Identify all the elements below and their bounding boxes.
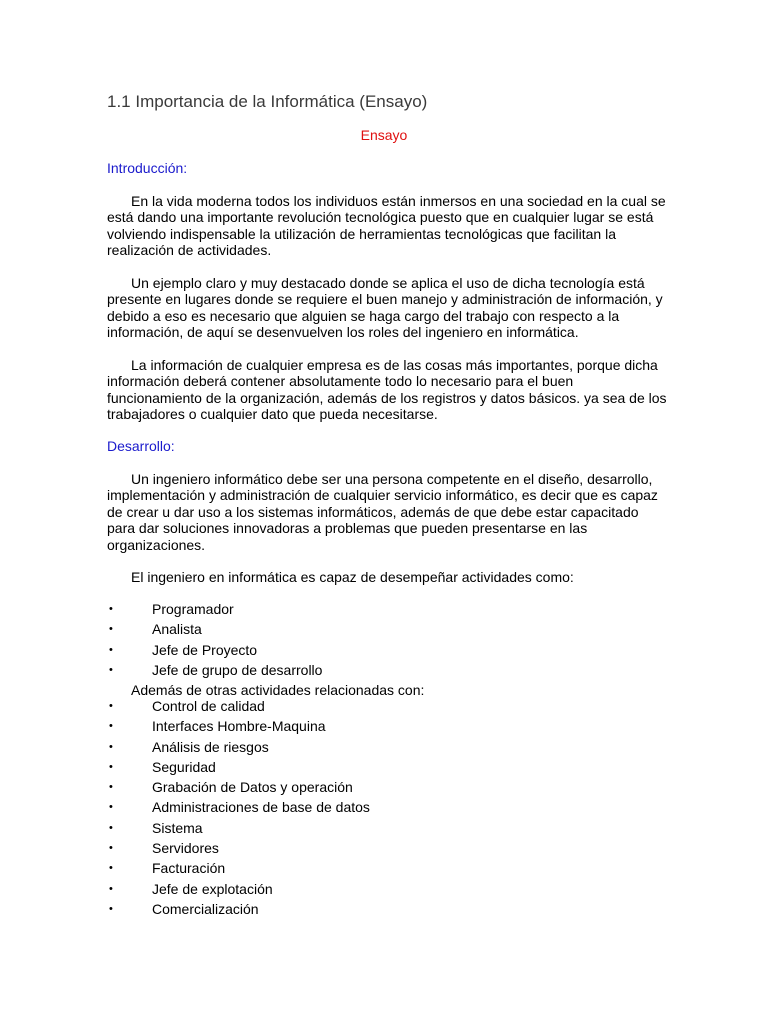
paragraph-line: de crear u dar uso a los sistemas informáticos, además de que debe estar capacitado [107,503,639,520]
desarrollo-paragraph-1 [107,471,667,553]
desarrollo-paragraph-3: Además de otras actividades relacionadas con: [131,682,425,698]
paragraph-line: está dando una importante revolución tecnológica puesto que en cualquier lugar se está [107,209,654,226]
paragraph-line: presente en lugares donde se requiere el buen manejo y administración de información, y [107,291,663,308]
paragraph-line [107,193,667,209]
paragraph-line: información deberá contener absolutamente todo lo necesario para el buen [107,373,574,390]
subtitle-text: Ensayo [360,127,408,143]
bullet-icon: • [109,801,113,814]
line-text: Un ingeniero informático debe ser una persona competente en el diseño, desarrollo, [131,471,653,487]
paragraph-line: información, de aquí se desenvuelven los roles del ingeniero en informática. [107,324,579,341]
desarrollo-paragraph-2: El ingeniero en informática es capaz de desempeñar actividades como: [131,569,574,585]
list-item-text: Sistema [152,819,203,836]
list-item-text: Jefe de explotación [152,880,273,897]
paragraph-line: organizaciones. [107,536,206,553]
list-item-text: Seguridad [152,758,216,775]
intro-paragraph-1 [107,193,667,259]
paragraph-line: para dar soluciones innovadoras a problemas que pueden presentarse en las [107,520,588,537]
intro-paragraph-2 [107,275,667,341]
bullet-icon: • [109,603,113,615]
paragraph-line: trabajadores o cualquier dato que pueda necesitarse. [107,406,438,423]
line-text: La información de cualquier empresa es de las cosas más importantes, porque dicha [131,357,658,373]
bullet-icon: • [109,842,113,855]
paragraph-line [107,357,667,373]
list-item-text: Analista [152,621,202,638]
bullet-icon: • [109,781,113,794]
paragraph-line [107,471,667,487]
paragraph-line: volviendo indispensable la utilización de herramientas tecnológicas que facilitan la [107,225,616,242]
bullet-icon: • [109,663,113,676]
bullet-icon: • [109,700,113,712]
bullet-icon: • [109,862,113,875]
bullet-icon: • [109,740,113,753]
intro-heading: Introducción: [107,160,188,176]
desarrollo-heading: Desarrollo: [107,438,175,454]
paragraph-line: implementación y administración de cualquier servicio informático, es decir que es capaz [107,487,658,504]
list-item-text: Jefe de Proyecto [152,641,258,658]
paragraph-line [107,275,667,291]
document-subtitle [0,127,768,143]
bullet-icon: • [109,760,113,773]
bullet-icon: • [109,623,113,636]
list-item-text: Servidores [152,840,219,857]
bullet-icon: • [109,882,113,895]
list-item-text: Programador [152,601,234,617]
paragraph-line: funcionamiento de la organización, además de los registros y datos básicos. ya sea de los [107,389,667,406]
list-item-text: Facturación [152,860,226,877]
list-item-text: Grabación de Datos y operación [152,779,353,796]
intro-paragraph-3 [107,357,667,423]
list-item-text: Administraciones de base de datos [152,799,370,816]
bullet-icon: • [109,821,113,834]
bullet-icon: • [109,902,113,915]
list-item-text: Interfaces Hombre-Maquina [152,718,326,735]
line-text: Un ejemplo claro y muy destacado donde se aplica el uso de dicha tecnología está [131,275,645,291]
paragraph-line: debido a eso es necesario que alguien se haga cargo del trabajo con respecto a la [107,307,620,324]
line-text: En la vida moderna todos los individuos están inmersos en una sociedad en la cual se [131,193,666,209]
list-item-text: Control de calidad [152,698,265,714]
paragraph-line: realización de actividades. [107,242,272,259]
document-title: 1.1 Importancia de la Informática (Ensayo) [107,92,428,111]
list-item-text: Comercialización [152,900,259,917]
bullet-icon: • [109,720,113,733]
list-item-text: Jefe de grupo de desarrollo [152,661,323,678]
list-item-text: Análisis de riesgos [152,738,269,755]
bullet-icon: • [109,643,113,656]
